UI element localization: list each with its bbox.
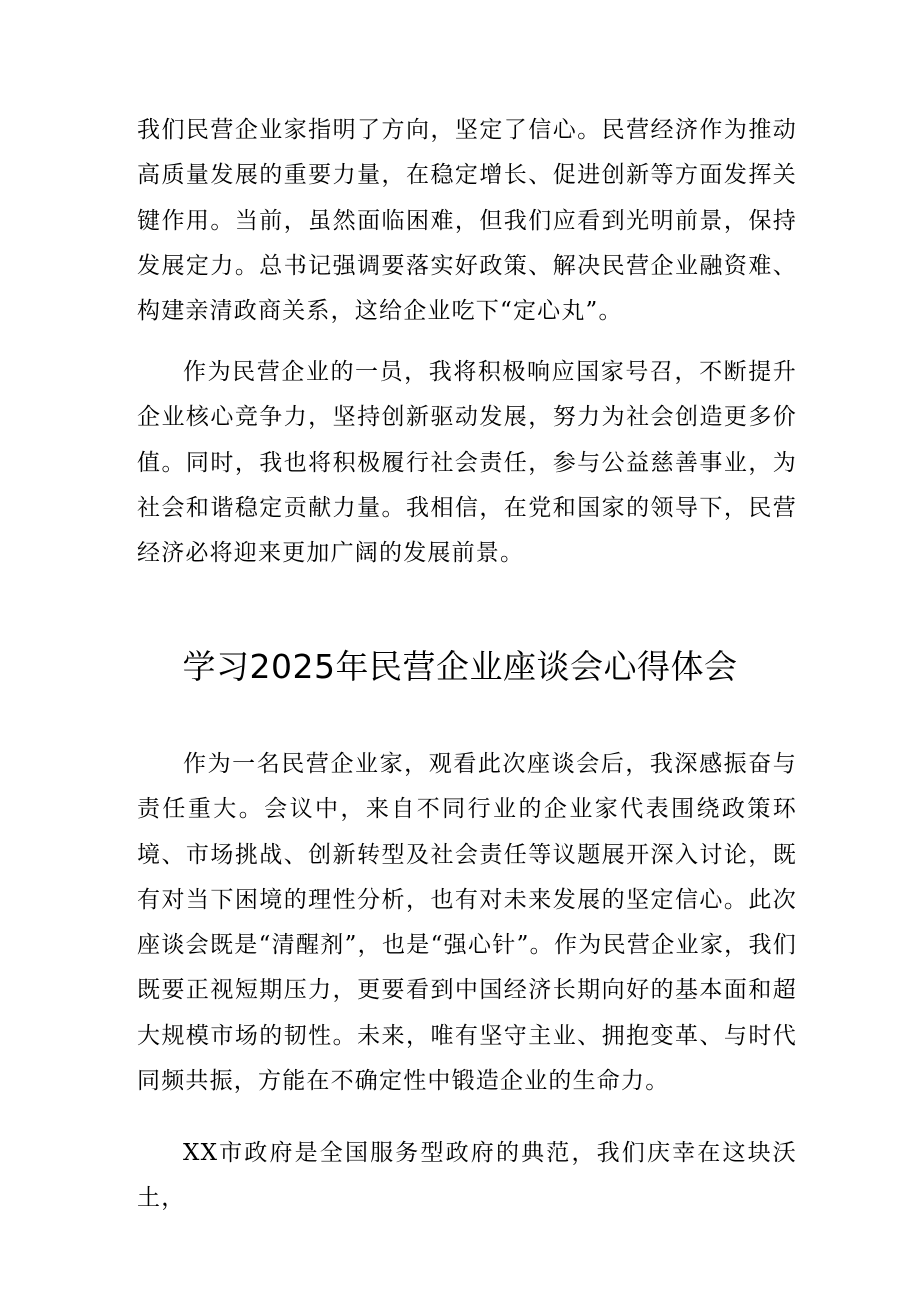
- section-title: 学习2025年民营企业座谈会心得体会: [182, 647, 738, 686]
- paragraph-city-government: XX市政府是全国服务型政府的典范，我们庆幸在这块沃土，: [137, 1140, 797, 1212]
- paragraph-reflection: 作为一名民营企业家，观看此次座谈会后，我深感振奋与责任重大。会议中，来自不同行业的企业家代表围绕政策环境、市场挑战、创新转型及社会责任等议题展开深入讨论，既有对当下困境的理性分析，也有对未来发展的坚定信心。此次座谈会既是“清醒剂”，也是“强心针”。作为民营企业家，我们既要正视短期压力，更要看到中国经济长期向好的基本面和超大规模市场的韧性。未来，唯有坚守主业、拥抱变革、与时代同频共振，方能在不确定性中锻造企业的生命力。: [137, 751, 797, 1095]
- paragraph-continuation: 我们民营企业家指明了方向，坚定了信心。民营经济作为推动高质量发展的重要力量，在稳定增长、促进创新等方面发挥关键作用。当前，虽然面临困难，但我们应看到光明前景，保持发展定力。总书记强调要落实好政策、解决民营企业融资难、构建亲清政商关系，这给企业吃下“定心丸”。: [137, 117, 797, 325]
- paragraph-commitment: 作为民营企业的一员，我将积极响应国家号召，不断提升企业核心竞争力，坚持创新驱动发展，努力为社会创造更多价值。同时，我也将积极履行社会责任，参与公益慈善事业，为社会和谐稳定贡献力量。我相信，在党和国家的领导下，民营经济必将迎来更加广阔的发展前景。: [137, 359, 797, 567]
